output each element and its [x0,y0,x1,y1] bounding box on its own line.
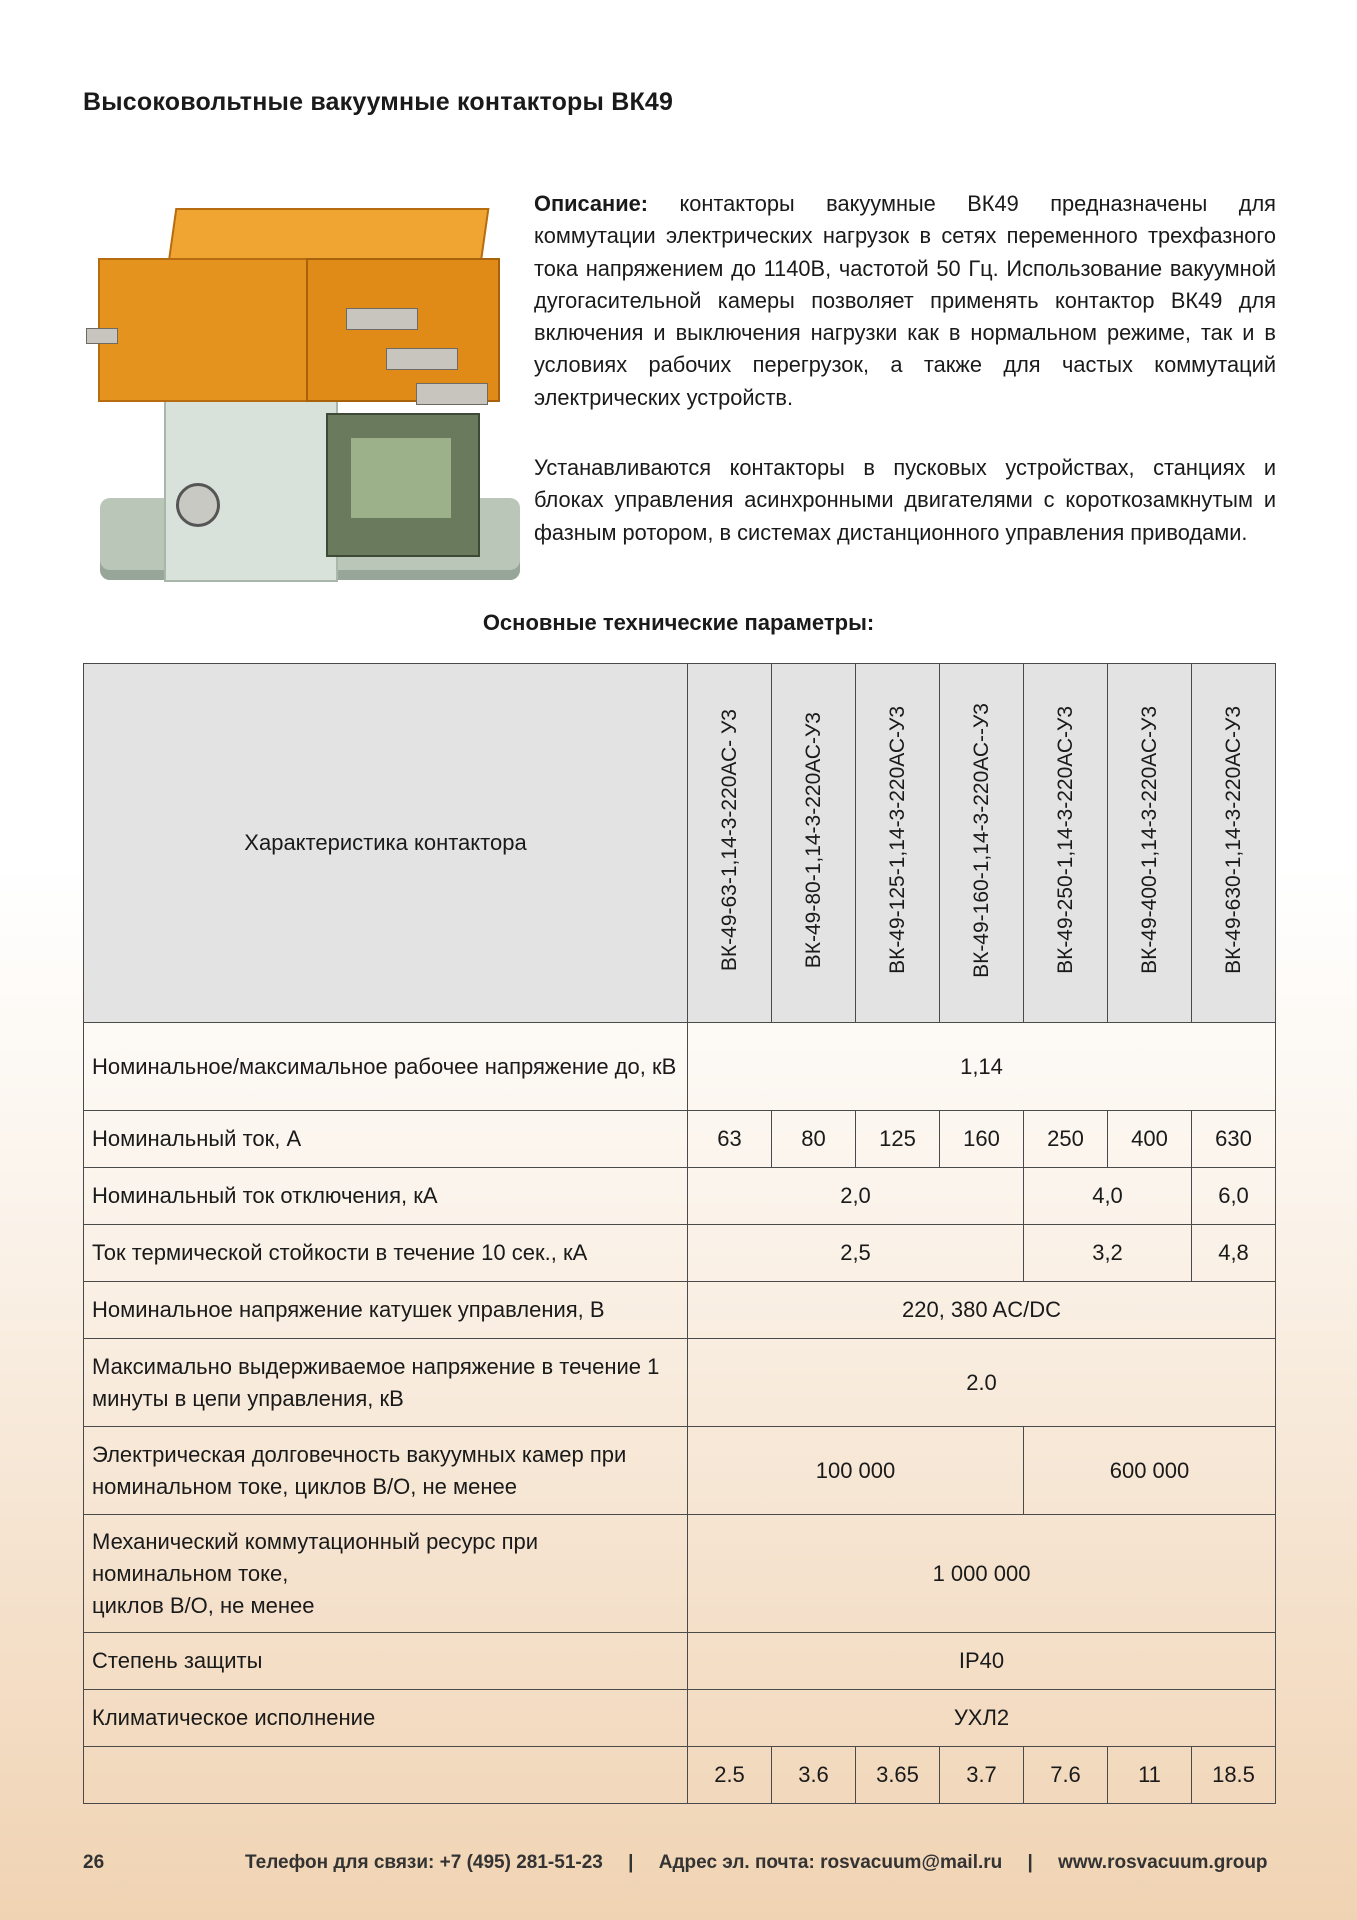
description-label: Описание: [534,191,648,216]
cell-value: 125 [856,1111,940,1168]
cell-value: 1,14 [688,1023,1276,1111]
row-label [84,1747,688,1804]
cell-value: 18.5 [1192,1747,1276,1804]
footer-separator: | [1027,1852,1033,1873]
cell-value: 400 [1108,1111,1192,1168]
table-row [84,1690,1276,1747]
cell-value: 63 [688,1111,772,1168]
description-text: контакторы вакуумные ВК49 предназначены для коммутации электрических нагрузок в сетях переменного трехфазного тока напряжением до 1140В, частотой 50 Гц. Использование вакуумной дугогасительной камеры позволяет применять контактор ВК49 для включения и выключения нагрузки как в нормальном режиме, так и в условиях рабочих перегрузок, а также для частых коммутаций электрических устройств. [534,191,1276,410]
table-row [84,1427,1276,1515]
row-label: Механический коммутационный ресурс при номинальном токе, циклов В/О, не менее [84,1515,688,1633]
row-label: Номинальное напряжение катушек управления, В [84,1282,688,1339]
description-paragraph-2: Устанавливаются контакторы в пусковых устройствах, станциях и блоках управления асинхронными двигателями с короткозамкнутым и фазным ротором, в системах дистанционного управления приводами. [534,455,1276,545]
cell-value: УХЛ2 [688,1690,1276,1747]
row-label: Климатическое исполнение [84,1690,688,1747]
row-label: Максимально выдерживаемое напряжение в течение 1 минуты в цепи управления, кВ [84,1339,688,1427]
table-row [84,1111,1276,1168]
row-label: Номинальный ток отключения, кА [84,1168,688,1225]
table-row [84,1633,1276,1690]
cell-value: 630 [1192,1111,1276,1168]
cell-value: 3.65 [856,1747,940,1804]
cell-value: 220, 380 AC/DC [688,1282,1276,1339]
cell-value: 6,0 [1192,1168,1276,1225]
row-label: Электрическая долговечность вакуумных камер при номинальном токе, циклов В/О, не менее [84,1427,688,1515]
page-title: Высоковольтные вакуумные контакторы ВК49 [83,88,674,116]
cell-value: IP40 [688,1633,1276,1690]
row-label: Номинальное/максимальное рабочее напряжение до, кВ [84,1023,688,1111]
cell-value: 1 000 000 [688,1515,1276,1633]
table-row [84,1168,1276,1225]
cell-value: 4,0 [1024,1168,1192,1225]
table-header-row [84,664,1276,1023]
cell-value: 2.5 [688,1747,772,1804]
cell-value: 600 000 [1024,1427,1276,1515]
header-model: ВК-49-400-1,14-3-220АС-У3 [1108,664,1192,1023]
description-paragraph-1 [534,188,1276,414]
cell-value: 7.6 [1024,1747,1108,1804]
header-model: ВК-49-630-1,14-3-220АС-У3 [1192,664,1276,1023]
cell-value: 3.7 [940,1747,1024,1804]
header-model: ВК-49-63-1,14-3-220АС- У3 [688,664,772,1023]
footer-email: Адрес эл. почта: rosvacuum@mail.ru [658,1852,1003,1873]
table-title: Основные технические параметры: [482,610,875,635]
cell-value: 100 000 [688,1427,1024,1515]
cell-value: 2.0 [688,1339,1276,1427]
row-label: Номинальный ток, А [84,1111,688,1168]
footer-separator: | [628,1852,634,1873]
table-row [84,1282,1276,1339]
cell-value: 2,5 [688,1225,1024,1282]
header-characteristic: Характеристика контактора [84,664,688,1023]
page-number: 26 [83,1852,105,1873]
cell-value: 3,2 [1024,1225,1192,1282]
product-photo [86,198,516,588]
spec-table [83,663,1276,1804]
header-model: ВК-49-160-1,14-3-220АС--У3 [940,664,1024,1023]
header-model: ВК-49-250-1,14-3-220АС-У3 [1024,664,1108,1023]
header-model: ВК-49-80-1,14-3-220АС-У3 [772,664,856,1023]
footer-website-link[interactable]: www.rosvacuum.group [1058,1852,1268,1873]
cell-value: 80 [772,1111,856,1168]
table-row [84,1023,1276,1111]
footer-phone: Телефон для связи: +7 (495) 281-51-23 [245,1852,603,1873]
cell-value: 11 [1108,1747,1192,1804]
table-row [84,1515,1276,1633]
row-label: Ток термической стойкости в течение 10 сек., кА [84,1225,688,1282]
description [534,188,1276,587]
cell-value: 4,8 [1192,1225,1276,1282]
table-row [84,1747,1276,1804]
footer-contacts [245,1852,1268,1874]
table-row [84,1225,1276,1282]
cell-value: 2,0 [688,1168,1024,1225]
cell-value: 3.6 [772,1747,856,1804]
cell-value: 250 [1024,1111,1108,1168]
header-model: ВК-49-125-1,14-3-220АС-У3 [856,664,940,1023]
cell-value: 160 [940,1111,1024,1168]
table-row [84,1339,1276,1427]
row-label: Степень защиты [84,1633,688,1690]
